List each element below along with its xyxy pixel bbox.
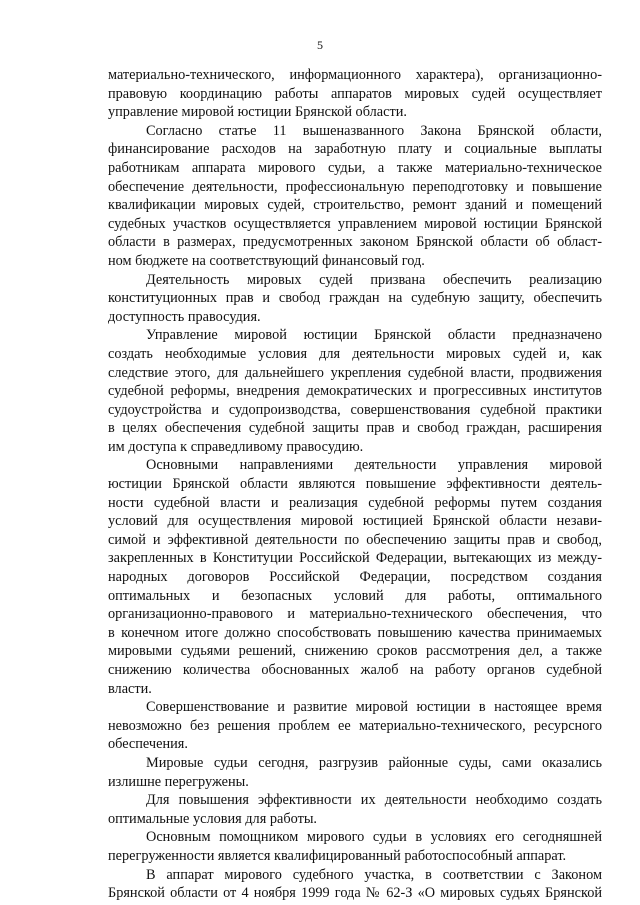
- text-line: Брянской области от 4 ноября 1999 года № 62-З «О мировых судьях Брянской: [108, 885, 602, 902]
- text-line: Для повышения эффективности их деятельности необходимо создать: [146, 792, 602, 809]
- text-line: материально-технического, информационного характера), организационно-: [108, 67, 602, 83]
- text-line: излишне перегружены.: [108, 773, 249, 790]
- text-line: Управление мировой юстиции Брянской области предназначено: [146, 327, 602, 344]
- paragraph: [108, 828, 602, 865]
- paragraph: [108, 271, 602, 327]
- document-body: [108, 66, 602, 903]
- text-line: в целях обеспечения судебной защиты прав и свобод граждан, расширения: [108, 420, 602, 437]
- text-line: доступность правосудия.: [108, 308, 261, 325]
- paragraph: [108, 122, 602, 271]
- text-line: оптимальных и безопасных условий для работы, оптимального: [108, 587, 602, 604]
- text-line: В аппарат мирового судебного участка, в соответствии с Законом: [146, 866, 602, 883]
- text-line: юстиции Брянской области являются повышение эффективности деятель-: [108, 476, 602, 493]
- text-line: власти.: [108, 680, 152, 697]
- paragraph: [108, 698, 602, 754]
- text-line: области в размерах, предусмотренных законом Брянской области об област-: [108, 234, 602, 251]
- text-line: в конечном итоге должно способствовать повышению качества принимаемых: [108, 624, 602, 641]
- text-line: Деятельность мировых судей призвана обеспечить реализацию: [146, 271, 602, 288]
- text-line: Согласно статье 11 вышеназванного Закона Брянской области,: [146, 122, 602, 139]
- paragraph: [108, 326, 602, 456]
- text-line: конституционных прав и свобод граждан на судебную защиту, обеспечить: [108, 290, 602, 307]
- text-line: им доступа к справедливому правосудию.: [108, 438, 364, 455]
- text-line: симой и эффективной деятельности по обеспечению защиты прав и свобод,: [108, 531, 602, 548]
- text-line: ном бюджете на соответствующий финансовый год.: [108, 252, 425, 269]
- text-line: финансирование расходов на заработную плату и социальные выплаты: [108, 141, 602, 158]
- text-line: Основными направлениями деятельности управления мировой: [146, 457, 602, 474]
- paragraph: [108, 866, 602, 903]
- text-line: закрепленных в Конституции Российской Федерации, вытекающих из между-: [108, 550, 602, 567]
- paragraph: [108, 456, 602, 698]
- paragraph: [108, 66, 602, 122]
- text-line: организационно-правового и материально-технического обеспечения, что: [108, 606, 602, 623]
- paragraph: [108, 754, 602, 791]
- text-line: следствие этого, для дальнейшего укрепления судебной власти, продвижения: [108, 364, 602, 381]
- text-line: судебных участков осуществляется управлением мировой юстиции Брянской: [108, 215, 602, 232]
- text-line: судоустройства и судопроизводства, совершенствования судебной практики: [108, 401, 602, 418]
- text-line: Совершенствование и развитие мировой юстиции в настоящее время: [146, 699, 602, 716]
- text-line: перегруженности является квалифицированный работоспособный аппарат.: [108, 847, 567, 864]
- text-line: правовую координацию работы аппаратов мировых судей осуществляет: [108, 85, 602, 102]
- text-line: квалификации мировых судей, строительство, ремонт зданий и помещений: [108, 197, 602, 214]
- paragraph: [108, 791, 602, 828]
- text-line: ности судебной власти и реализация судебной реформы путем создания: [108, 494, 602, 511]
- text-line: Мировые судьи сегодня, разгрузив районные суды, сами оказались: [146, 754, 602, 771]
- text-line: обеспечения.: [108, 736, 188, 753]
- text-line: работникам аппарата мирового судьи, а также материально-техническое: [108, 159, 602, 176]
- text-line: невозможно без решения проблем ее материально-технического, ресурсного: [108, 717, 602, 734]
- text-line: условий для осуществления мировой юстицией Брянской области незави-: [108, 513, 602, 530]
- text-line: мировыми судьями решений, снижению сроков рассмотрения дел, а также: [108, 643, 602, 660]
- page-number: 5: [317, 38, 323, 52]
- text-line: создать необходимые условия для деятельности мировых судей и, как: [108, 345, 602, 362]
- text-line: управление мировой юстиции Брянской области.: [108, 104, 407, 121]
- text-line: судебной реформы, внедрения демократических и прогрессивных институтов: [108, 383, 602, 400]
- text-line: оптимальные условия для работы.: [108, 810, 317, 827]
- text-line: обеспечение деятельности, профессиональную переподготовку и повышение: [108, 178, 602, 195]
- text-line: народных договоров Российской Федерации, посредством создания: [108, 569, 602, 586]
- text-line: снижению количества обоснованных жалоб на работу органов судебной: [108, 662, 602, 678]
- text-line: Основным помощником мирового судьи в условиях его сегодняшней: [146, 829, 602, 846]
